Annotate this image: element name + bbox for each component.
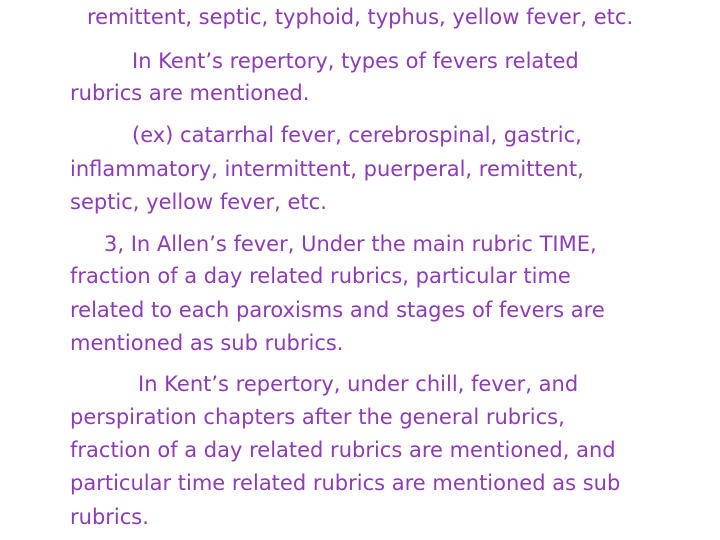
text-line-14: particular time related rubrics are mentioned as sub bbox=[70, 471, 621, 495]
text-line-13: fraction of a day related rubrics are mentioned, and bbox=[70, 438, 616, 462]
text-line-4: (ex) catarrhal fever, cerebrospinal, gastric, bbox=[132, 123, 582, 147]
text-line-7: 3, In Allen’s fever, Under the main rubric TIME, bbox=[104, 232, 597, 256]
text-line-1: remittent, septic, typhoid, typhus, yellow fever, etc. bbox=[87, 5, 634, 29]
text-line-3: rubrics are mentioned. bbox=[70, 81, 310, 105]
text-line-8: fraction of a day related rubrics, particular time bbox=[70, 264, 571, 288]
text-line-5: inflammatory, intermittent, puerperal, remittent, bbox=[70, 157, 584, 181]
text-line-11: In Kent’s repertory, under chill, fever, and bbox=[138, 372, 579, 396]
text-line-10: mentioned as sub rubrics. bbox=[70, 331, 344, 355]
text-line-2: In Kent’s repertory, types of fevers related bbox=[132, 49, 579, 73]
text-line-6: septic, yellow fever, etc. bbox=[70, 190, 327, 214]
text-line-12: perspiration chapters after the general rubrics, bbox=[70, 405, 565, 429]
text-line-9: related to each paroxisms and stages of fevers are bbox=[70, 298, 605, 322]
text-line-15: rubrics. bbox=[70, 505, 149, 529]
